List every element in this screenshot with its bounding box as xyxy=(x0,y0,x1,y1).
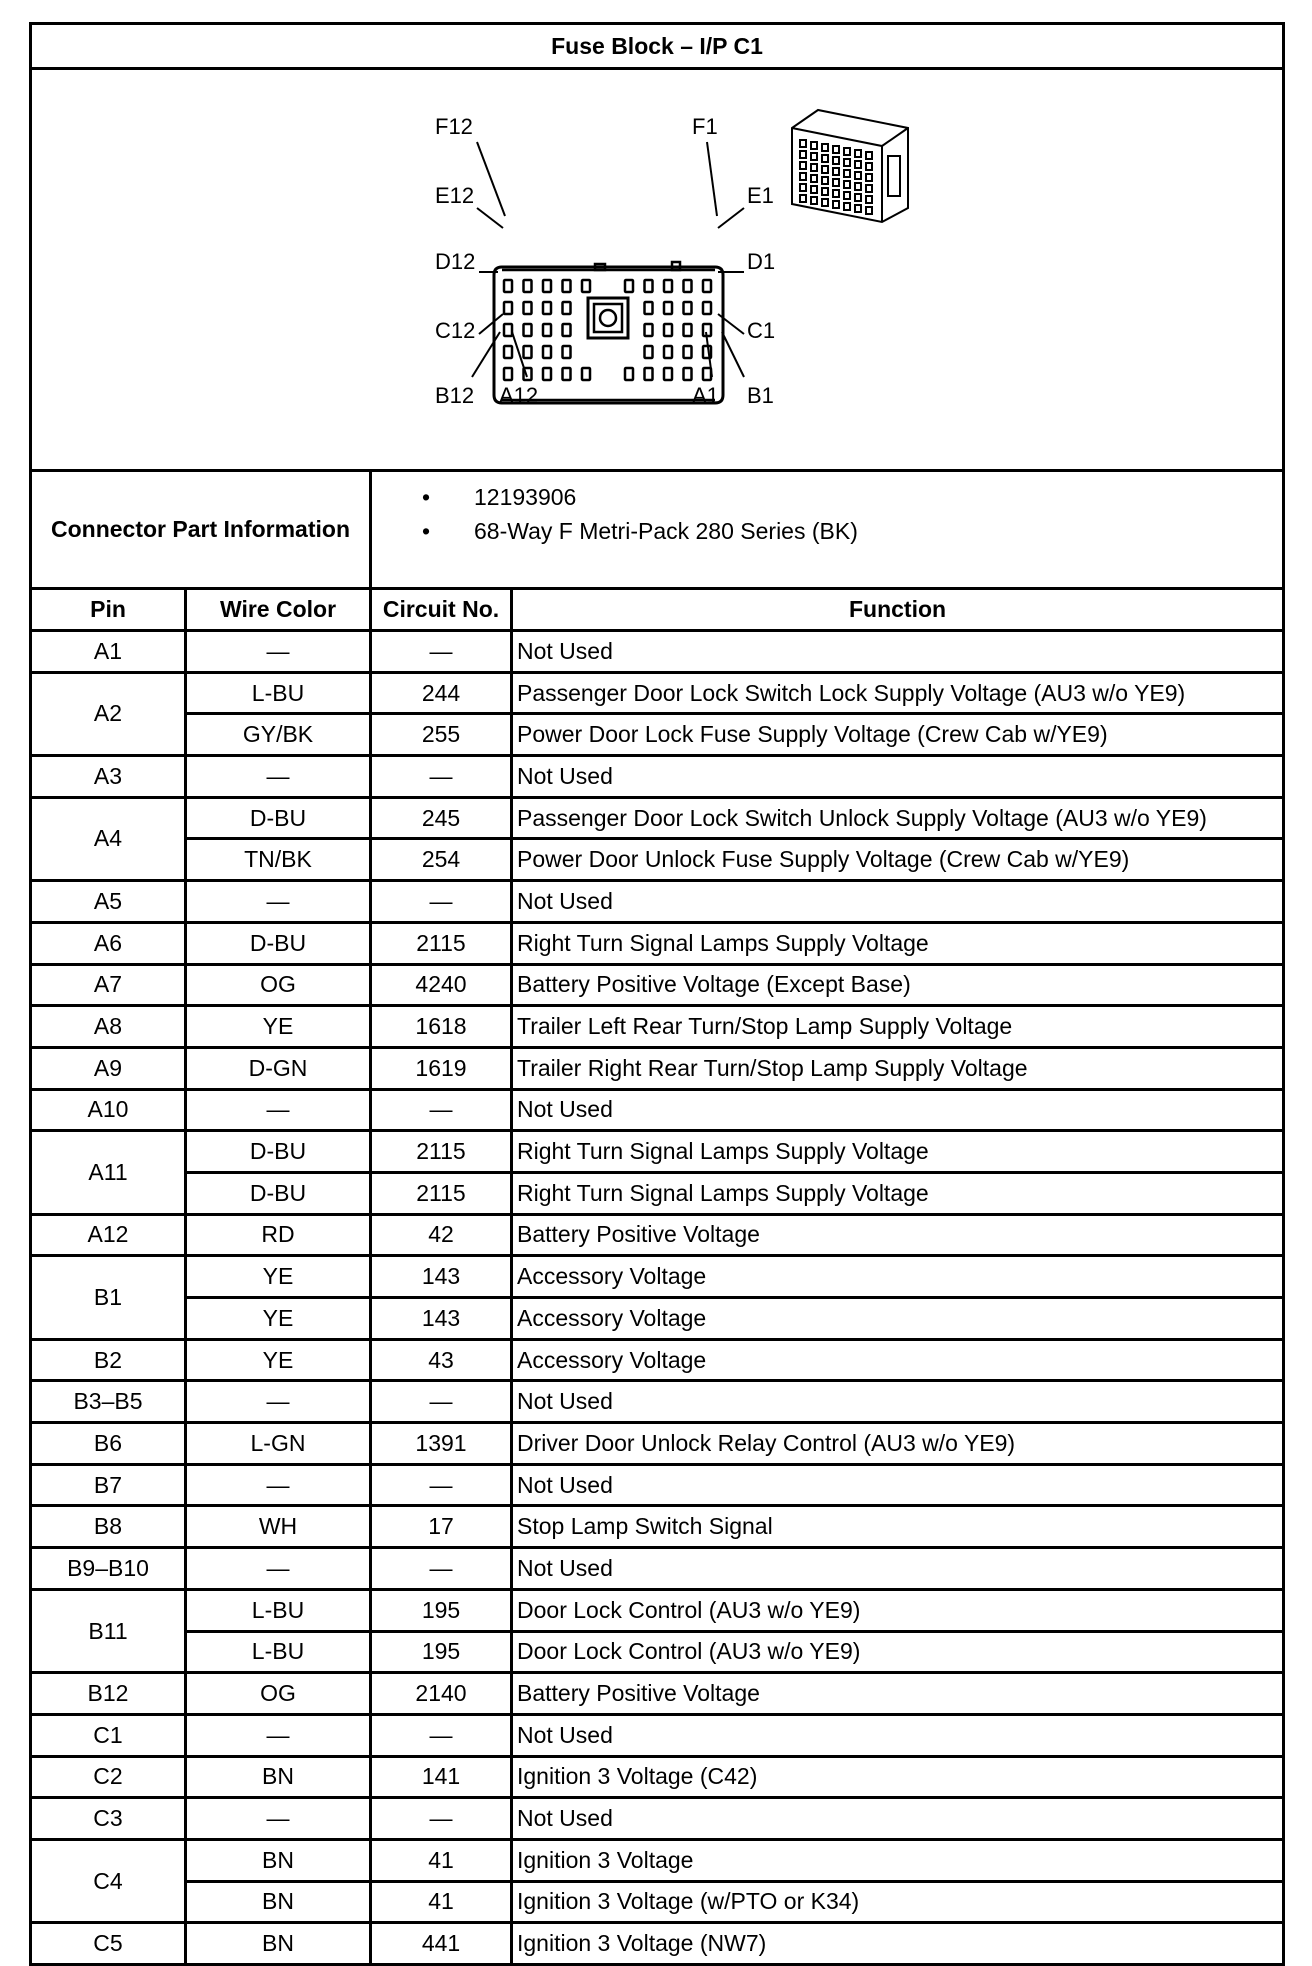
table-row xyxy=(31,1256,1284,1298)
pin-cavity xyxy=(664,280,672,292)
table-row xyxy=(31,1381,1284,1423)
pin-cell: B9–B10 xyxy=(31,1548,186,1590)
pin-cavity xyxy=(504,302,512,314)
function-cell: Trailer Left Rear Turn/Stop Lamp Supply Voltage xyxy=(512,1006,1284,1048)
circuit-cell: — xyxy=(371,1464,512,1506)
function-cell: Not Used xyxy=(512,1089,1284,1131)
table-row xyxy=(31,1089,1284,1131)
pin-label-b12: B12 xyxy=(435,383,475,408)
function-cell: Power Door Lock Fuse Supply Voltage (Crew Cab w/YE9) xyxy=(512,714,1284,756)
pin-cavity xyxy=(664,346,672,358)
pin-cavity xyxy=(645,302,653,314)
connector-diagram-cell xyxy=(31,69,1284,471)
pin-cavity xyxy=(524,346,532,358)
header-wire-color: Wire Color xyxy=(186,589,371,631)
pin-cavity xyxy=(543,324,551,336)
circuit-cell: 1618 xyxy=(371,1006,512,1048)
pin-cavity xyxy=(504,324,512,336)
table-row xyxy=(31,1339,1284,1381)
pin-label-e1: E1 xyxy=(747,183,774,208)
wire-color-cell: D-GN xyxy=(186,1047,371,1089)
pin-cell: A5 xyxy=(31,881,186,923)
table-row xyxy=(31,881,1284,923)
table-row xyxy=(31,922,1284,964)
pin-cavity xyxy=(684,346,692,358)
bullet-icon: • xyxy=(422,484,431,510)
circuit-cell: — xyxy=(371,1714,512,1756)
pin-cell: A9 xyxy=(31,1047,186,1089)
wire-color-cell: BN xyxy=(186,1839,371,1881)
table-row xyxy=(31,1006,1284,1048)
circuit-cell: — xyxy=(371,881,512,923)
table-row xyxy=(31,1506,1284,1548)
function-cell: Not Used xyxy=(512,1714,1284,1756)
pin-cell: C5 xyxy=(31,1923,186,1965)
pin-cavity xyxy=(582,368,590,380)
pin-cavity xyxy=(563,346,571,358)
function-cell: Stop Lamp Switch Signal xyxy=(512,1506,1284,1548)
table-row xyxy=(31,1839,1284,1881)
wire-color-cell: WH xyxy=(186,1506,371,1548)
circuit-cell: 4240 xyxy=(371,964,512,1006)
leader-lines xyxy=(472,142,744,377)
wire-color-cell: D-BU xyxy=(186,922,371,964)
circuit-cell: — xyxy=(371,1548,512,1590)
pin-cavity xyxy=(664,302,672,314)
pin-cell: B8 xyxy=(31,1506,186,1548)
circuit-cell: 195 xyxy=(371,1631,512,1673)
pin-label-f12: F12 xyxy=(435,114,473,139)
pin-cavity xyxy=(664,368,672,380)
table-row xyxy=(31,797,1284,839)
table-row xyxy=(31,1423,1284,1465)
pin-cavity xyxy=(524,324,532,336)
wire-color-cell: D-BU xyxy=(186,1131,371,1173)
connector-table xyxy=(29,22,1285,1966)
function-cell: Driver Door Unlock Relay Control (AU3 w/o YE9) xyxy=(512,1423,1284,1465)
table-row xyxy=(31,1548,1284,1590)
pin-cell: A11 xyxy=(31,1131,186,1214)
table-row xyxy=(31,1714,1284,1756)
circuit-cell: 2140 xyxy=(371,1673,512,1715)
pin-cell: B12 xyxy=(31,1673,186,1715)
pin-cavity xyxy=(524,280,532,292)
pin-cavity xyxy=(543,280,551,292)
pin-cell: A4 xyxy=(31,797,186,880)
circuit-cell: 143 xyxy=(371,1298,512,1340)
function-cell: Not Used xyxy=(512,1798,1284,1840)
pin-cavity xyxy=(504,346,512,358)
table-row xyxy=(31,714,1284,756)
wire-color-cell: TN/BK xyxy=(186,839,371,881)
pin-cavity xyxy=(703,368,711,380)
pin-cell: A7 xyxy=(31,964,186,1006)
wire-color-cell: — xyxy=(186,1548,371,1590)
circuit-cell: 42 xyxy=(371,1214,512,1256)
pin-cavity xyxy=(504,368,512,380)
wire-color-cell: BN xyxy=(186,1881,371,1923)
pin-cell: B1 xyxy=(31,1256,186,1339)
pin-cell: B2 xyxy=(31,1339,186,1381)
wire-color-cell: — xyxy=(186,756,371,798)
table-row xyxy=(31,1756,1284,1798)
function-cell: Battery Positive Voltage xyxy=(512,1673,1284,1715)
wire-color-cell: YE xyxy=(186,1006,371,1048)
pin-cavity xyxy=(625,280,633,292)
function-cell: Battery Positive Voltage (Except Base) xyxy=(512,964,1284,1006)
table-row xyxy=(31,1464,1284,1506)
pin-cavity xyxy=(543,302,551,314)
wire-color-cell: — xyxy=(186,881,371,923)
pin-label-e12: E12 xyxy=(435,183,475,208)
connector-face xyxy=(494,262,723,403)
wire-color-cell: OG xyxy=(186,964,371,1006)
table-row xyxy=(31,1923,1284,1965)
pin-cavity xyxy=(684,280,692,292)
pin-cell: B6 xyxy=(31,1423,186,1465)
circuit-cell: 41 xyxy=(371,1839,512,1881)
function-cell: Trailer Right Rear Turn/Stop Lamp Supply Voltage xyxy=(512,1047,1284,1089)
table-header xyxy=(31,589,1284,631)
wire-color-cell: BN xyxy=(186,1923,371,1965)
function-cell: Accessory Voltage xyxy=(512,1256,1284,1298)
circuit-cell: 43 xyxy=(371,1339,512,1381)
function-cell: Not Used xyxy=(512,1381,1284,1423)
pin-label-d1: D1 xyxy=(747,249,776,274)
pin-cavity xyxy=(645,368,653,380)
pin-cavity xyxy=(664,324,672,336)
function-cell: Right Turn Signal Lamps Supply Voltage xyxy=(512,922,1284,964)
pin-label-a12: A12 xyxy=(499,383,539,408)
table-row xyxy=(31,1172,1284,1214)
circuit-cell: 41 xyxy=(371,1881,512,1923)
table-row xyxy=(31,756,1284,798)
table-row xyxy=(31,1131,1284,1173)
pin-label-b1: B1 xyxy=(747,383,774,408)
wire-color-cell: L-BU xyxy=(186,672,371,714)
pin-cavity xyxy=(543,368,551,380)
pin-cavity xyxy=(504,280,512,292)
pin-cell: A12 xyxy=(31,1214,186,1256)
function-cell: Right Turn Signal Lamps Supply Voltage xyxy=(512,1131,1284,1173)
wire-color-cell: YE xyxy=(186,1298,371,1340)
pin-cell: C4 xyxy=(31,1839,186,1922)
function-cell: Ignition 3 Voltage xyxy=(512,1839,1284,1881)
function-cell: Door Lock Control (AU3 w/o YE9) xyxy=(512,1589,1284,1631)
table-row xyxy=(31,1589,1284,1631)
circuit-cell: 244 xyxy=(371,672,512,714)
function-cell: Ignition 3 Voltage (w/PTO or K34) xyxy=(512,1881,1284,1923)
header-pin: Pin xyxy=(31,589,186,631)
function-cell: Not Used xyxy=(512,1548,1284,1590)
table-row xyxy=(31,839,1284,881)
pin-label-d12: D12 xyxy=(435,249,476,274)
circuit-cell: 2115 xyxy=(371,922,512,964)
pin-cavity xyxy=(524,302,532,314)
table-row xyxy=(31,1298,1284,1340)
header-function: Function xyxy=(512,589,1284,631)
circuit-cell: — xyxy=(371,1381,512,1423)
pin-cell: A3 xyxy=(31,756,186,798)
pin-cavity xyxy=(684,302,692,314)
pin-cell: B11 xyxy=(31,1589,186,1672)
table-row xyxy=(31,631,1284,673)
table-row xyxy=(31,1214,1284,1256)
table-row xyxy=(31,1673,1284,1715)
wire-color-cell: D-BU xyxy=(186,797,371,839)
pin-cell: A1 xyxy=(31,631,186,673)
pin-cell: C3 xyxy=(31,1798,186,1840)
function-cell: Door Lock Control (AU3 w/o YE9) xyxy=(512,1631,1284,1673)
circuit-cell: 195 xyxy=(371,1589,512,1631)
pin-cell: B7 xyxy=(31,1464,186,1506)
table-row xyxy=(31,1047,1284,1089)
circuit-cell: 254 xyxy=(371,839,512,881)
pin-cavity xyxy=(625,368,633,380)
table-row xyxy=(31,1631,1284,1673)
function-cell: Not Used xyxy=(512,881,1284,923)
table-row xyxy=(31,1798,1284,1840)
table-row xyxy=(31,964,1284,1006)
pin-cell: A10 xyxy=(31,1089,186,1131)
connector-info-label: Connector Part Information xyxy=(31,471,371,589)
function-cell: Passenger Door Lock Switch Unlock Supply Voltage (AU3 w/o YE9) xyxy=(512,797,1284,839)
pin-cavity xyxy=(703,302,711,314)
wire-color-cell: L-BU xyxy=(186,1589,371,1631)
circuit-cell: — xyxy=(371,756,512,798)
connector-face-diagram xyxy=(32,70,1279,463)
function-cell: Power Door Unlock Fuse Supply Voltage (Crew Cab w/YE9) xyxy=(512,839,1284,881)
circuit-cell: 2115 xyxy=(371,1131,512,1173)
wire-color-cell: OG xyxy=(186,1673,371,1715)
wire-color-cell: RD xyxy=(186,1214,371,1256)
circuit-cell: 17 xyxy=(371,1506,512,1548)
connector-sheet xyxy=(29,22,1282,1966)
pin-cavity xyxy=(563,302,571,314)
circuit-cell: 1619 xyxy=(371,1047,512,1089)
pin-label-c1: C1 xyxy=(747,318,776,343)
pin-cell: A2 xyxy=(31,672,186,755)
wire-color-cell: L-GN xyxy=(186,1423,371,1465)
info-item-part-number: • 12193906 xyxy=(422,480,1282,514)
info-item-description: • 68-Way F Metri-Pack 280 Series (BK) xyxy=(422,514,1282,548)
circuit-cell: — xyxy=(371,1798,512,1840)
function-cell: Not Used xyxy=(512,631,1284,673)
function-cell: Accessory Voltage xyxy=(512,1339,1284,1381)
pin-label-a1: A1 xyxy=(692,383,719,408)
circuit-cell: 141 xyxy=(371,1756,512,1798)
pin-cavity xyxy=(582,280,590,292)
pin-cell: A8 xyxy=(31,1006,186,1048)
pin-cavity xyxy=(684,368,692,380)
circuit-cell: 143 xyxy=(371,1256,512,1298)
pin-cavity xyxy=(543,346,551,358)
pin-label-c12: C12 xyxy=(435,318,476,343)
connector-isometric-icon xyxy=(792,110,908,222)
pin-cell: A6 xyxy=(31,922,186,964)
header-circuit: Circuit No. xyxy=(371,589,512,631)
wire-color-cell: — xyxy=(186,1464,371,1506)
wire-color-cell: — xyxy=(186,631,371,673)
pin-cavity xyxy=(563,324,571,336)
wire-color-cell: BN xyxy=(186,1756,371,1798)
pin-cell: C1 xyxy=(31,1714,186,1756)
pin-cavity xyxy=(703,280,711,292)
circuit-cell: — xyxy=(371,631,512,673)
function-cell: Ignition 3 Voltage (C42) xyxy=(512,1756,1284,1798)
function-cell: Battery Positive Voltage xyxy=(512,1214,1284,1256)
pin-rows xyxy=(31,631,1284,1965)
pin-cavity xyxy=(645,324,653,336)
pin-cavity xyxy=(645,346,653,358)
function-cell: Accessory Voltage xyxy=(512,1298,1284,1340)
pin-cavity xyxy=(645,280,653,292)
wire-color-cell: YE xyxy=(186,1256,371,1298)
pin-cavity xyxy=(684,324,692,336)
pin-label-f1: F1 xyxy=(692,114,718,139)
circuit-cell: 441 xyxy=(371,1923,512,1965)
wire-color-cell: D-BU xyxy=(186,1172,371,1214)
function-cell: Right Turn Signal Lamps Supply Voltage xyxy=(512,1172,1284,1214)
table-row xyxy=(31,672,1284,714)
page-title: Fuse Block – I/P C1 xyxy=(31,24,1284,69)
function-cell: Ignition 3 Voltage (NW7) xyxy=(512,1923,1284,1965)
wire-color-cell: GY/BK xyxy=(186,714,371,756)
bullet-icon: • xyxy=(422,518,431,544)
wire-color-cell: L-BU xyxy=(186,1631,371,1673)
wire-color-cell: — xyxy=(186,1381,371,1423)
circuit-cell: 255 xyxy=(371,714,512,756)
pin-cavity xyxy=(563,280,571,292)
connector-info-values xyxy=(371,471,1284,589)
pin-cell: C2 xyxy=(31,1756,186,1798)
wire-color-cell: YE xyxy=(186,1339,371,1381)
wire-color-cell: — xyxy=(186,1798,371,1840)
function-cell: Not Used xyxy=(512,756,1284,798)
circuit-cell: 2115 xyxy=(371,1172,512,1214)
function-cell: Passenger Door Lock Switch Lock Supply Voltage (AU3 w/o YE9) xyxy=(512,672,1284,714)
function-cell: Not Used xyxy=(512,1464,1284,1506)
circuit-cell: 1391 xyxy=(371,1423,512,1465)
wire-color-cell: — xyxy=(186,1089,371,1131)
wire-color-cell: — xyxy=(186,1714,371,1756)
table-row xyxy=(31,1881,1284,1923)
pin-cell: B3–B5 xyxy=(31,1381,186,1423)
circuit-cell: 245 xyxy=(371,797,512,839)
pin-cavity xyxy=(563,368,571,380)
circuit-cell: — xyxy=(371,1089,512,1131)
